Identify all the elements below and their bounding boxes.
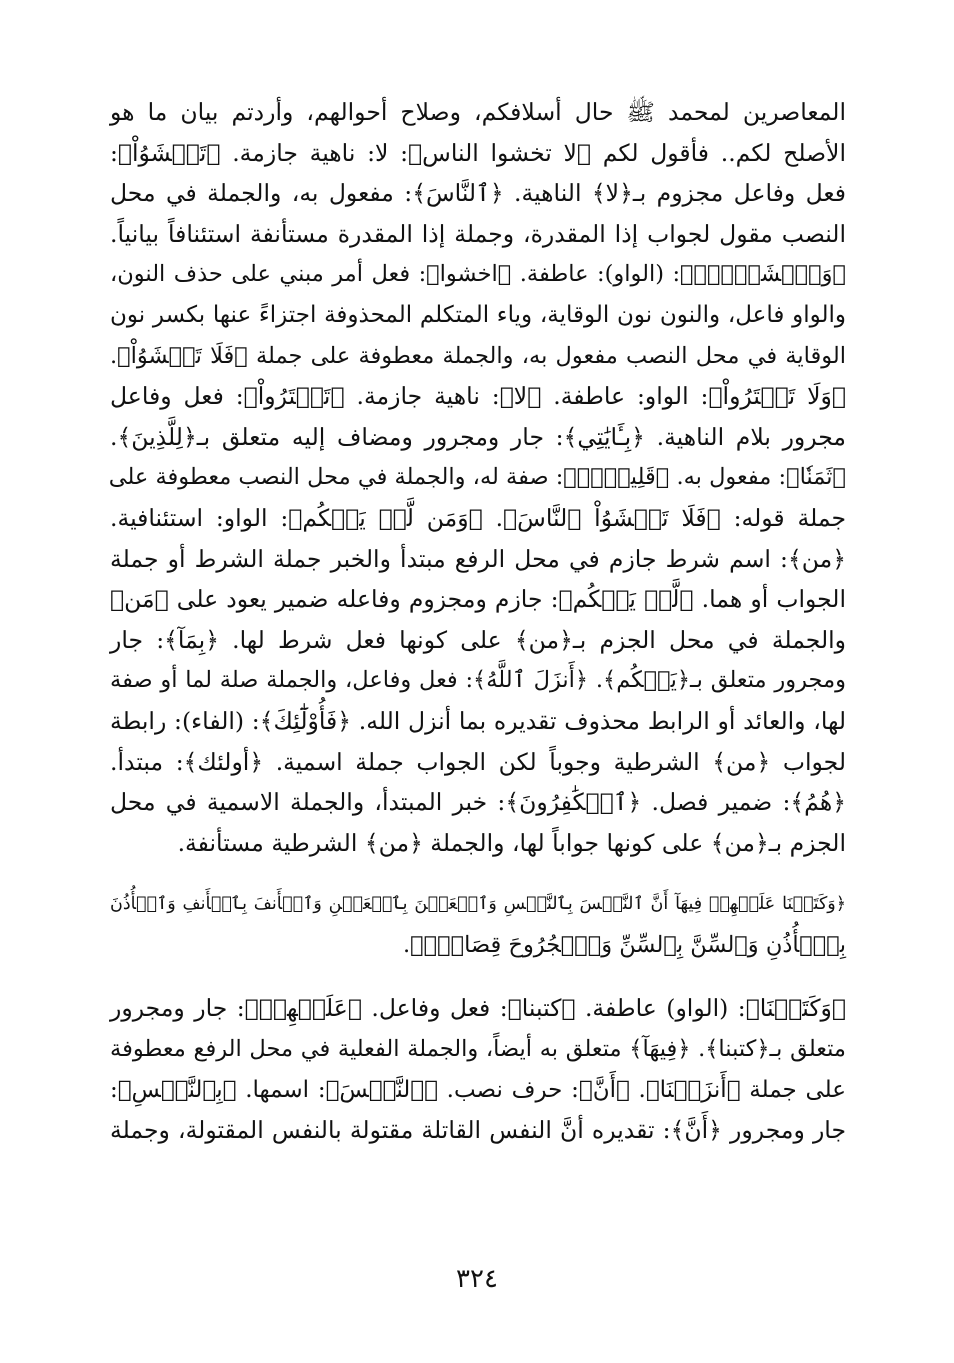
text-line: مجرور بلام الناهية. ﴿بِـَٔايَٰتِي﴾: جار ومجرور ومضاف إليه متعلق بـ﴿لِلَّذِينَ﴾.	[110, 422, 846, 451]
text-line: متعلق بـ﴿كتبنا﴾. ﴿فِيهَآ﴾ متعلق به أيضاً، والجملة الفعلية في محل الرفع معطوفة	[110, 1036, 846, 1063]
text-line: جار ومجرور ﴿أَنَّ﴾: تقديره أنَّ النفس القاتلة مقتولة بالنفس المقتولة، وجملة	[110, 1116, 846, 1145]
text-line: ﴿وَلَا تَشۡتَرُواْ﴾: الواو: عاطفة. ﴿لا﴾: ناهية جازمة. ﴿تَشۡتَرُواْ﴾: فعل وفاعل	[110, 382, 846, 411]
text-line: والواو فاعل، والنون نون الوقاية، وياء المتكلم المحذوفة اجتزاءً عنها بكسر نون	[110, 301, 846, 328]
text-line: المعاصرين لمحمد ﷺ حال أسلافكم، وصلاح أحوالهم، وأردتم بيان ما هو	[110, 98, 846, 126]
text-line: ومجرور متعلق بـ﴿يَحۡكُم﴾. ﴿أَنزَلَ ٱللَّهُ﴾: فعل وفاعل، والجملة صلة لما أو صفة	[110, 667, 846, 694]
text-line: ﴿ثَمَنٗا﴾: مفعول به. ﴿قَلِيلٗاۚ﴾: صفة له، والجملة في محل النصب معطوفة على	[108, 464, 846, 491]
text-line: ﴿من﴾: اسم شرط جازم في محل الرفع مبتدأ والخبر جملة الشرط أو جملة	[110, 544, 846, 573]
text-line: على جملة ﴿أَنزَلۡنَا﴾. ﴿أَنَّ﴾: حرف نصب. ﴿ٱلنَّفۡسَ﴾: اسمها. ﴿بِٱلنَّفۡسِ﴾:	[110, 1076, 846, 1103]
text-line: والجملة في محل الجزم بـ﴿من﴾ على كونها فعل شرط لها. ﴿بِمَآ﴾: جار	[110, 625, 846, 654]
text-line: الوقاية في محل النصب مفعول به، والجملة معطوفة على جملة ﴿فَلَا تَخۡشَوُاْ﴾.	[110, 342, 846, 369]
text-line: الجواب أو هما. ﴿لَّمۡ يَحۡكُم﴾: جازم ومجزوم وفاعله ضمير يعود على ﴿مَن﴾	[110, 585, 846, 614]
text-line: الجزم بـ﴿من﴾ على كونها جواباً لها، والجملة ﴿من﴾ الشرطية مستأنفة.	[177, 828, 846, 857]
text-line: جملة قوله: ﴿فَلَا تَخۡشَوُاْ ٱلنَّاسَ﴾. ﴿وَمَن لَّمۡ يَحۡكُم﴾: الواو: استئنافية.	[110, 503, 846, 532]
text-line: ﴿هُمُ﴾: ضمير فصل. ﴿ٱلۡكَٰفِرُونَ﴾: خبر المبتدأ، والجملة الاسمية في محل	[110, 788, 846, 817]
paragraph-grammar-analysis-1	[110, 92, 846, 863]
text-line: فعل وفاعل مجزوم بـ﴿لا﴾ الناهية. ﴿ٱلنَّاسَ﴾: مفعول به، والجملة في محل	[110, 179, 846, 208]
verse-line: بِٱلۡأُذُنِ وَٱلسِّنَّ بِٱلسِّنِّ وَٱلۡجُرُوحَ قِصَاصٞۚ﴾.	[402, 931, 846, 958]
book-page-body	[110, 92, 846, 1151]
paragraph-grammar-analysis-2	[110, 988, 846, 1150]
text-line: لها، والعائد أو الرابط محذوف تقديره بما أنزل الله. ﴿فَأُوْلَٰٓئِكَ﴾: (الفاء): رابطة	[110, 706, 846, 735]
text-line: ﴿وَكَتَبۡنَا﴾: (الواو) عاطفة. ﴿كتبنا﴾: فعل وفاعل. ﴿عَلَيۡهِمۡ﴾: جار ومجرور	[110, 994, 846, 1023]
text-line: النصب مقول لجواب إذا المقدرة، وجملة إذا المقدرة مستأنفة استئنافاً بيانياً.	[110, 219, 846, 248]
text-line: الأصلح لكم.. فأقول لكم ﴿لا تخشوا الناس﴾: لا: ناهية جازمة. ﴿تَخۡشَوُاْ﴾:	[110, 138, 846, 167]
verse-line: ﴿وَكَتَبۡنَا عَلَيۡهِمۡ فِيهَآ أَنَّ ٱلنَّفۡسَ بِٱلنَّفۡسِ وَٱلۡعَيۡنَ بِٱلۡعَيۡنِ وَٱلۡأَنفَ بِٱلۡأَنفِ وَٱلۡأُذُنَ	[110, 894, 846, 915]
page-number: ٣٢٤	[456, 1264, 498, 1294]
paragraph-spacer	[110, 863, 846, 884]
text-line: ﴿وَٱخۡشَوۡنِۚ﴾: (الواو): عاطفة. ﴿اخشوا﴾: فعل أمر مبني على حذف النون،	[110, 261, 846, 288]
text-line: لجواب ﴿من﴾ الشرطية وجوباً لكن الجواب جملة اسمية. ﴿أولئك﴾: مبتدأ.	[110, 747, 846, 776]
paragraph-spacer	[110, 965, 846, 988]
quran-verse-block	[110, 884, 846, 965]
